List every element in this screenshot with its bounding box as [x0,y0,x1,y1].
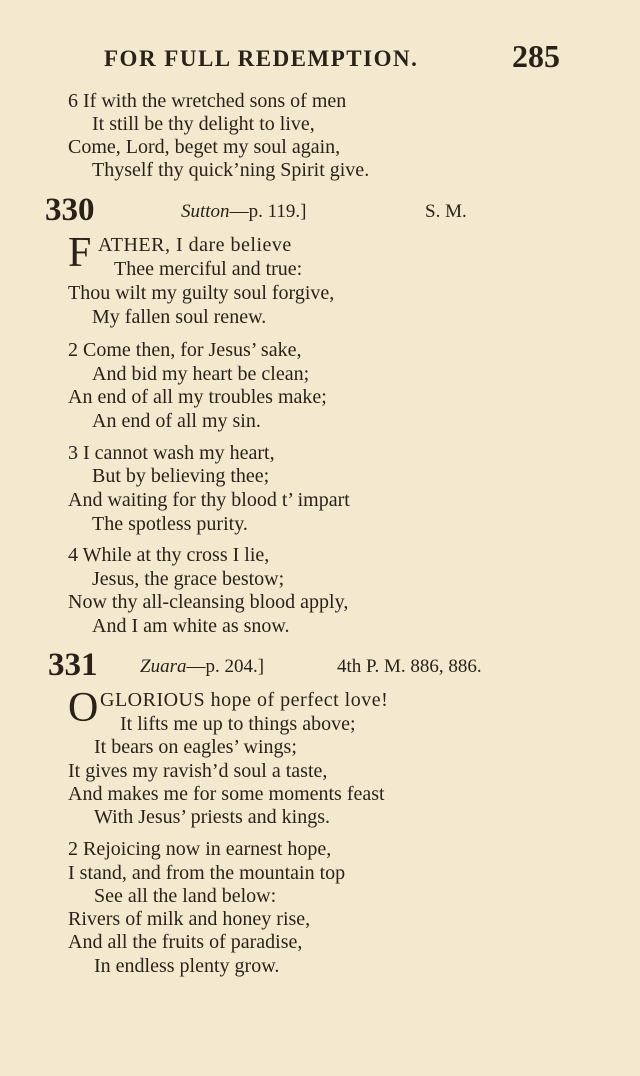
verse-line: And all the fruits of paradise, [68,931,303,953]
verse-line: I stand, and from the mountain top [68,862,346,884]
drop-cap: O [68,685,99,731]
verse-line: GLORIOUS hope of perfect love! [100,689,389,711]
verse-line: See all the land below: [94,885,277,907]
drop-cap: F [68,230,92,276]
hymn-number: 330 [45,192,95,228]
verse-line: And makes me for some moments feast [68,783,385,805]
verse-line: It gives my ravish’d soul a taste, [68,760,328,782]
hymn-heading [45,192,565,228]
verse-line: Now thy all-cleansing blood apply, [68,591,349,613]
verse-line: The spotless purity. [92,513,248,535]
verse-line: With Jesus’ priests and kings. [94,806,331,828]
tune-name: Zuara [140,656,187,677]
verse-line: 3 I cannot wash my heart, [68,442,275,464]
verse-line: Thyself thy quick’ning Spirit give. [92,159,370,181]
running-title: FOR FULL REDEMPTION. [104,46,419,71]
tune-reference [181,201,306,223]
verse-line: 2 Come then, for Jesus’ sake, [68,339,302,361]
verse-line: And I am white as snow. [92,615,290,637]
verse-line: Thee merciful and true: [114,258,303,280]
page-number: 285 [512,38,560,74]
verse-line: And bid my heart be clean; [92,363,310,385]
verse-line: Come, Lord, beget my soul again, [68,136,341,158]
tune-page: —p. 204.] [186,656,265,677]
hymn-heading [48,647,568,683]
verse-line: ATHER, I dare believe [98,234,292,256]
verse-line: But by believing thee; [92,465,270,487]
page-header [104,38,574,78]
verse-line: Jesus, the grace bestow; [92,568,285,590]
verse-line: And waiting for thy blood t’ impart [68,489,350,511]
hymn-number: 331 [48,647,98,683]
tune-page: —p. 119.] [229,201,307,222]
verse-line: 4 While at thy cross I lie, [68,544,270,566]
tune-reference [140,656,264,678]
verse-line: Thou wilt my guilty soul forgive, [68,282,335,304]
meter: 4th P. M. 886, 886. [337,656,482,677]
verse-line: It bears on eagles’ wings; [94,736,297,758]
verse-line: In endless plenty grow. [94,955,280,977]
verse-line: It lifts me up to things above; [120,713,356,735]
tune-name: Sutton [181,201,230,222]
verse-line: An end of all my troubles make; [68,386,327,408]
verse-line: 6 If with the wretched sons of men [68,90,347,112]
verse-line: My fallen soul renew. [92,306,267,328]
verse-line: Rivers of milk and honey rise, [68,908,311,930]
verse-line: 2 Rejoicing now in earnest hope, [68,838,332,860]
meter: S. M. [425,201,467,222]
verse-line: An end of all my sin. [92,410,261,432]
verse-line: It still be thy delight to live, [92,113,315,135]
